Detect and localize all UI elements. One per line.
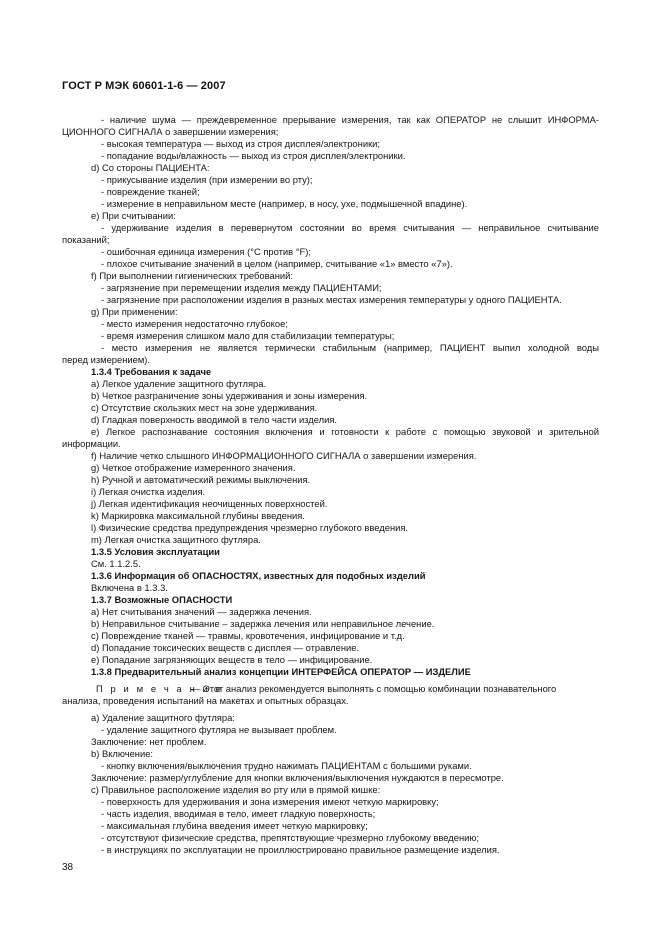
text-line: - кнопку включения/выключения трудно нажимать ПАЦИЕНТАМ с большими руками. <box>101 760 472 771</box>
text-line: перед измерением). <box>62 354 151 365</box>
text-line: - максимальная глубина введения имеет четкую маркировку; <box>101 820 368 831</box>
text-line: - плохое считывание значений в целом (например, считывание «1» вместо «7»). <box>101 258 453 269</box>
text-line: f) При выполнении гигиенических требований: <box>91 270 293 281</box>
text-line: - место измерения не является термически стабильным (например, ПАЦИЕНТ выпил холодной воды <box>101 342 599 353</box>
text-line: g) При применении: <box>91 306 178 317</box>
text-line: - время измерения слишком мало для стабилизации температуры; <box>101 330 395 341</box>
text-line: c) Правильное расположение изделия во рту или в прямой кишке: <box>91 784 381 795</box>
text-line: a) Легкое удаление защитного футляра. <box>91 378 267 389</box>
text-line: a) Удаление защитного футляра: <box>91 712 235 723</box>
text-line: - загрязнение при расположении изделия в разных местах измерения температуры у одного ПАЦИЕНТА. <box>101 294 562 305</box>
text-line: a) Нет считывания значений — задержка лечения. <box>91 606 312 617</box>
text-line: - измерение в неправильном месте (например, в носу, ухе, подмышечной впадине). <box>101 198 468 209</box>
text-line: e) Попадание загрязняющих веществ в тело — инфицирование. <box>91 654 373 665</box>
document-header: ГОСТ Р МЭК 60601-1-6 — 2007 <box>62 80 226 92</box>
text-line: - часть изделия, вводимая в тело, имеет гладкую поверхность; <box>101 808 376 819</box>
text-line: g) Четкое отображение измеренного значения. <box>91 462 296 473</box>
text-line: - повреждение тканей; <box>101 186 200 197</box>
text-line: Включена в 1.3.3. <box>91 582 168 593</box>
section-heading: 1.3.7 Возможные ОПАСНОСТИ <box>91 594 233 605</box>
text-line: показаний; <box>62 234 110 245</box>
text-line: d) Гладкая поверхность вводимой в тело части изделия. <box>91 414 338 425</box>
text-line: Заключение: размер/углубление для кнопки включения/выключения нуждаются в пересмотре. <box>91 772 504 783</box>
text-line: - загрязнение при перемещении изделия между ПАЦИЕНТАМИ; <box>101 282 382 293</box>
text-line: - высокая температура — выход из строя дисплея/электроники; <box>101 138 381 149</box>
text-line: k) Маркировка максимальной глубины введения. <box>91 510 305 521</box>
text-line: - удерживание изделия в перевернутом состоянии во время считывания — неправильное считывание <box>101 222 599 233</box>
text-line: h) Ручной и автоматический режимы выключения. <box>91 474 311 485</box>
text-line: d) Со стороны ПАЦИЕНТА: <box>91 162 210 173</box>
text-line: j) Легкая идентификация неочищенных поверхностей. <box>91 498 328 509</box>
section-heading: 1.3.4 Требования к задаче <box>91 366 212 377</box>
text-line: анализа, проведения испытаний на макетах и опытных образцах. <box>62 695 349 706</box>
text-line: ЦИОННОГО СИГНАЛА о завершении измерения; <box>62 126 279 137</box>
text-line: - в инструкциях по эксплуатации не проиллюстрировано правильное размещение изделия. <box>101 844 500 855</box>
text-line: Заключение: нет проблем. <box>91 736 207 747</box>
text-line: - ошибочная единица измерения (°С против °F); <box>101 246 311 257</box>
text-line: f) Наличие четко слышного ИНФОРМАЦИОННОГО СИГНАЛА о завершении измерения. <box>91 450 477 461</box>
text-line: См. 1.1.2.5. <box>91 558 141 569</box>
text-line: e) Легкое распознавание состояния включения и готовности к работе с помощью звуковой и зрительной <box>91 426 599 437</box>
text-line: - удаление защитного футляра не вызывает проблем. <box>101 724 337 735</box>
note-label: П р и м е ч а н и е <box>96 683 224 694</box>
text-line: - отсутствуют физические средства, препятствующие чрезмерно глубокому введению; <box>101 832 480 843</box>
text-line: b) Четкое разграничение зоны удерживания и зоны измерения. <box>91 390 368 401</box>
text-line: l) Физические средства предупреждения чрезмерно глубокого введения. <box>91 522 409 533</box>
text-line: c) Повреждение тканей — травмы, кровотечения, инфицирование и т.д. <box>91 630 405 641</box>
section-heading: 1.3.5 Условия эксплуатации <box>91 546 220 557</box>
text-line: b) Неправильное считывание – задержка лечения или неправильное лечение. <box>91 618 435 629</box>
text-line: d) Попадание токсических веществ с дисплея — отравление. <box>91 642 360 653</box>
text-line: m) Легкая очистка защитного футляра. <box>91 534 261 545</box>
text-line: e) При считывании: <box>91 210 176 221</box>
text-line: - прикусывание изделия (при измерении во рту); <box>101 174 313 185</box>
section-heading: 1.3.8 Предварительный анализ концепции ИНТЕРФЕЙСА ОПЕРАТОР — ИЗДЕЛИЕ <box>91 666 471 677</box>
text-line: c) Отсутствие скользких мест на зоне удерживания. <box>91 402 318 413</box>
text-line: b) Включение: <box>91 748 154 759</box>
text-line: - наличие шума — преждевременное прерывание измерения, так как ОПЕРАТОР не слышит ИНФОРМА- <box>101 114 599 125</box>
text-line: - место измерения недостаточно глубокое; <box>101 318 288 329</box>
text-line: — Этот анализ рекомендуется выполнять с помощью комбинации познавательного <box>191 683 557 694</box>
text-line: - попадание воды/влажность — выход из строя дисплея/электроники. <box>101 150 406 161</box>
text-line: i) Легкая очистка изделия. <box>91 486 206 497</box>
text-line: - поверхность для удерживания и зона измерения имеют четкую маркировку; <box>101 796 439 807</box>
section-heading: 1.3.6 Информация об ОПАСНОСТЯХ, известных для подобных изделий <box>91 570 426 581</box>
page-number: 38 <box>62 862 74 873</box>
text-line: информации. <box>62 438 121 449</box>
